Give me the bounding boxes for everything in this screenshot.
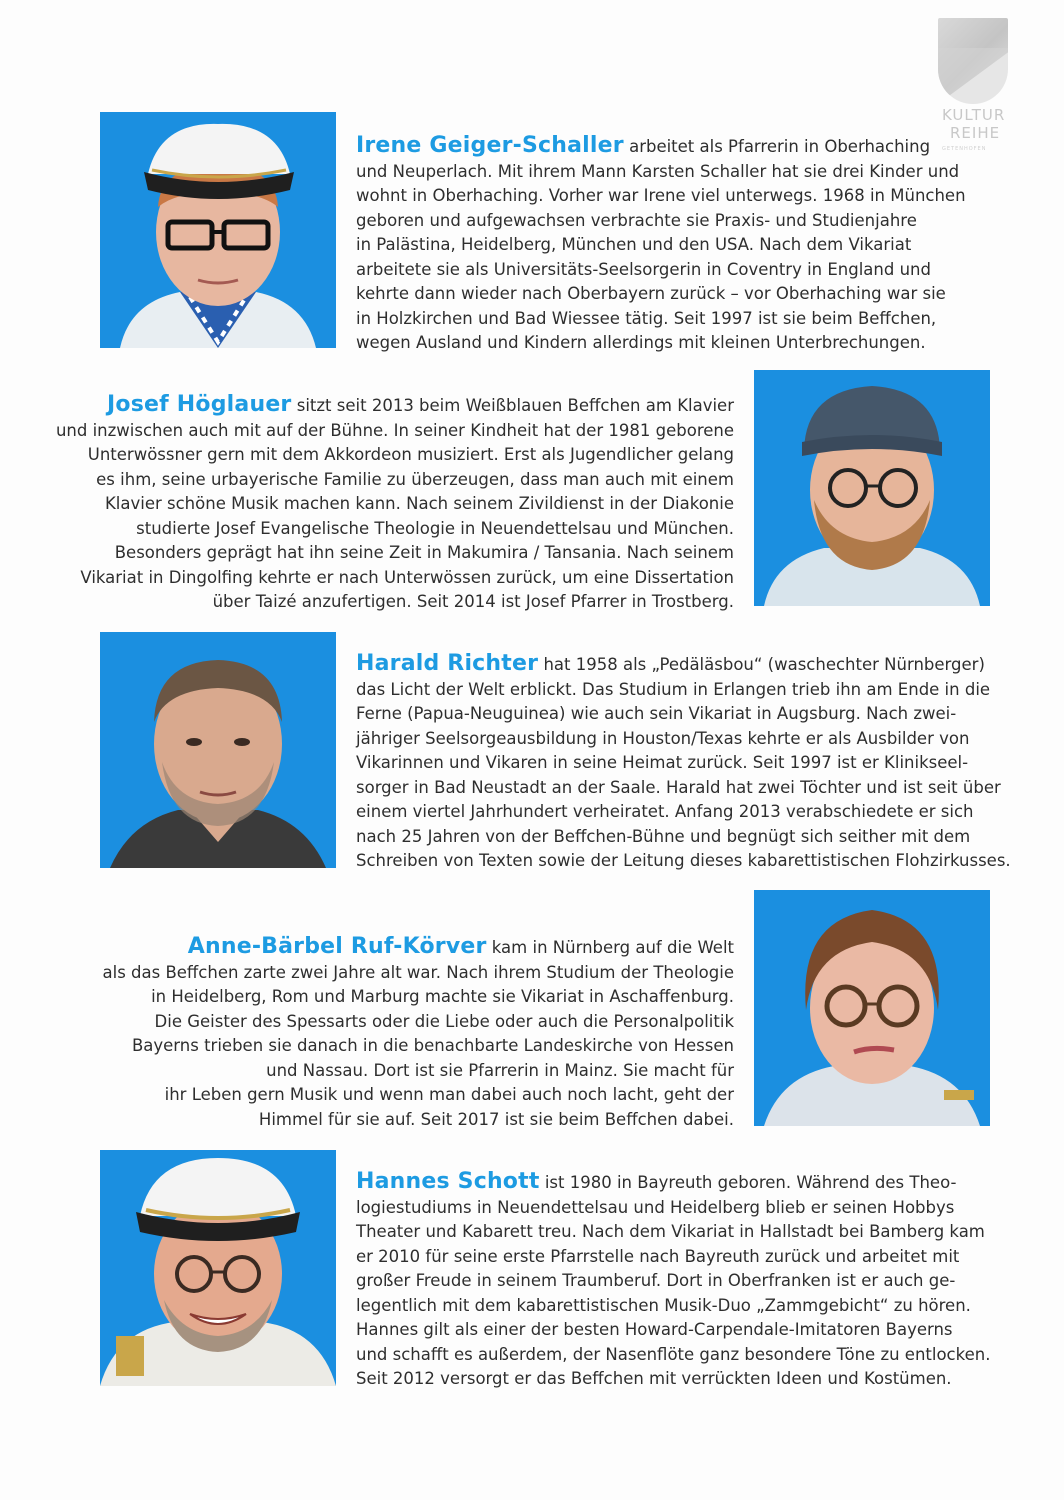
logo-line2: REIHE (950, 124, 1001, 142)
logo-line1: KULTUR (942, 106, 1006, 124)
logo-small: GETENHOFEN (942, 146, 987, 152)
name-irene: Irene Geiger-Schaller (356, 133, 624, 158)
name-hannes: Hannes Schott (356, 1169, 540, 1194)
name-harald: Harald Richter (356, 651, 539, 676)
portrait-harald (100, 632, 336, 868)
bio-harald: Harald Richter hat 1958 als „Pedäläsbou“ (waschechter Nürnberger) das Licht der Welt erblickt. Das Studium in Erlangen trieb ihn am Ende in die Ferne (Papua-Neuguinea) wie auch sein Vikariat in Augsburg. Nach zwei- jähriger Seelsorgeausbildung in Houston/Texas kehrte er als Ausbilder von Vikarinnen und Vikaren in seine Heimat zurück. Seit 1997 ist er Klinikseel- sorger in Bad Neustadt an der Saale. Harald hat zwei Töchter und ist seit über einem viertel Jahrhundert verheiratet. Anfang 2013 verabschiedete er sich nach 25 Jahren von der Beffchen-Bühne und begnügt sich seither mit dem Schreiben von Texten sowie der Leitung dieses kabarettistischen Flohzirkusses. (356, 651, 1011, 870)
bio-josef: Josef Höglauer sitzt seit 2013 beim Weißblauen Beffchen am Klavier und inzwischen auch mit auf der Bühne. In seiner Kindheit hat der 1981 geborene Unterwössner gern mit dem Akkordeon musiziert. Erst als Jugendlicher gelang es ihm, seine urbayerische Familie zu überzeugen, dass man auch mit einem Klavier schöne Musik machen kann. Nach seinem Zivildienst in der Diakonie studierte Josef Evangelische Theologie in Neuendettelsau und München. Besonders geprägt hat ihn seine Zeit in Makumira / Tansania. Nach seinem Vikariat in Dingolfing kehrte er nach Unterwössen zurück, um eine Dissertation über Taizé anzufertigen. Seit 2014 ist Josef Pfarrer in Trostberg. (55, 392, 734, 611)
portrait-irene (100, 112, 336, 348)
name-josef: Josef Höglauer (107, 392, 292, 417)
bio-hannes: Hannes Schott ist 1980 in Bayreuth geboren. Während des Theo- logiestudiums in Neuendettelsau und Heidelberg blieb er seinen Hobbys Theater und Kabarett treu. Nach dem Vikariat in Hallstadt bei Bamberg kam er 2010 für seine erste Pfarrstelle nach Bayreuth zurück und arbeitet mit großer Freude in seinem Traumberuf. Dort in Oberfranken ist er auch ge- legentlich mit dem kabarettistischen Musik-Duo „Zammgebicht“ zu hören. Hannes gilt als einer der besten Howard-Carpendale-Imitatoren Bayerns und schafft es außerdem, der Nasenflöte ganz besondere Töne zu entlocken. Seit 2012 versorgt er das Beffchen mit verrückten Ideen und Kostümen. (356, 1169, 991, 1388)
portrait-josef (754, 370, 990, 606)
portrait-anne (754, 890, 990, 1126)
bio-anne: Anne-Bärbel Ruf-Körver kam in Nürnberg auf die Welt als das Beffchen zarte zwei Jahre alt war. Nach ihrem Studium der Theologie in Heidelberg, Rom und Marburg machte sie Vikariat in Aschaffenburg. Die Geister des Spessarts oder die Liebe oder auch die Personalpolitik Bayerns trieben sie danach in die benachbarte Landeskirche von Hessen und Nassau. Dort ist sie Pfarrerin in Mainz. Sie macht für ihr Leben gern Musik und wenn man dabei auch noch lacht, geht der Himmel für sie auf. Seit 2017 ist sie beim Beffchen dabei. (102, 934, 734, 1129)
portrait-hannes (100, 1150, 336, 1386)
bio-irene: Irene Geiger-Schaller arbeitet als Pfarrerin in Oberhaching und Neuperlach. Mit ihrem Mann Karsten Schaller hat sie drei Kinder und wohnt in Oberhaching. Vorher war Irene viel unterwegs. 1968 in München geboren und aufgewachsen verbrachte sie Praxis- und Studienjahre in Palästina, Heidelberg, München und den USA. Nach dem Vikariat arbeitete sie als Universitäts-Seelsorgerin in Coventry in England und kehrte dann wieder nach Oberbayern zurück – vor Oberhaching war sie in Holzkirchen und Bad Wiessee tätig. Seit 1997 ist sie beim Beffchen, wegen Ausland und Kindern allerdings mit kleinen Unterbrechungen. (356, 133, 966, 352)
name-anne: Anne-Bärbel Ruf-Körver (187, 934, 487, 959)
